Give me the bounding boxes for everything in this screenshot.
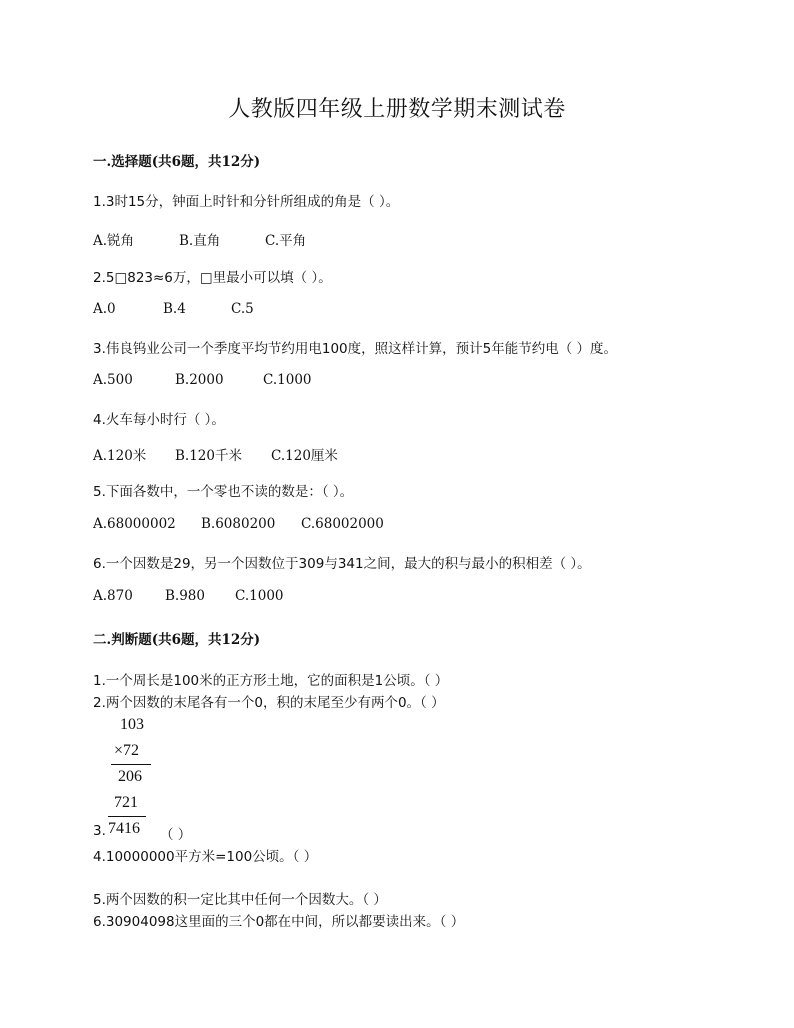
option-c: C.1000 — [235, 588, 284, 604]
option-a: A.870 — [93, 588, 133, 604]
option-a: A.120米 — [93, 448, 147, 464]
option-a: A.0 — [93, 301, 116, 317]
option-c: C.1000 — [263, 372, 312, 388]
choice-options-4 — [93, 444, 338, 464]
judge-question-3-paren: （ ） — [160, 827, 192, 843]
choice-options-6 — [93, 588, 284, 604]
judge-question-5: 5.两个因数的积一定比其中任何一个因数大。（ ） — [93, 892, 387, 908]
choice-question-5: 5.下面各数中，一个零也不读的数是：（ ）。 — [93, 484, 354, 500]
judge-question-6: 6.30904098这里面的三个0都在中间，所以都要读出来。（ ） — [93, 914, 465, 930]
rule-line — [108, 816, 146, 817]
choice-options-1 — [93, 229, 306, 249]
choice-question-4: 4.火车每小时行（ ）。 — [93, 412, 225, 428]
option-b: B.980 — [165, 588, 205, 604]
judge-question-3-number: 3. — [93, 823, 106, 839]
choice-question-3: 3.伟良钨业公司一个季度平均节约用电100度，照这样计算，预计5年能节约电（ ）度。 — [93, 341, 618, 357]
choice-options-5 — [93, 516, 384, 532]
option-b: B.2000 — [175, 372, 224, 388]
option-c: C.平角 — [265, 233, 307, 249]
judge-question-1: 1.一个周长是100米的正方形土地，它的面积是1公顷。（ ） — [93, 673, 449, 689]
judge-question-2: 2.两个因数的末尾各有一个0，积的末尾至少有两个0。（ ） — [93, 695, 445, 711]
option-b: B.4 — [163, 301, 186, 317]
rule-line — [111, 764, 151, 765]
partial-product-1: 206 — [118, 768, 142, 785]
option-a: A.锐角 — [93, 233, 135, 249]
option-b: B.6080200 — [201, 516, 276, 532]
product: 7416 — [108, 820, 140, 837]
option-c: C.5 — [231, 301, 254, 317]
choice-question-6: 6.一个因数是29，另一个因数位于309与341之间，最大的积与最小的积相差（ ）。 — [93, 556, 591, 572]
section-heading-judge: 二.判断题(共6题，共12分) — [93, 632, 261, 648]
choice-options-2 — [93, 301, 254, 317]
choice-question-2: 2.5□823≈6万，□里最小可以填（ ）。 — [93, 270, 332, 286]
option-b: B.直角 — [179, 233, 221, 249]
choice-question-1: 1.3时15分，钟面上时针和分针所组成的角是（ ）。 — [93, 194, 400, 210]
multiplier: ×72 — [114, 742, 140, 759]
option-a: A.68000002 — [93, 516, 176, 532]
judge-question-4: 4.10000000平方米=100公顷。（ ） — [93, 849, 318, 865]
option-b: B.120千米 — [175, 448, 242, 464]
page-title: 人教版四年级上册数学期末测试卷 — [228, 97, 566, 122]
option-c: C.120厘米 — [271, 448, 338, 464]
partial-product-2: 721 — [114, 794, 138, 811]
option-c: C.68002000 — [301, 516, 384, 532]
multiplicand: 103 — [120, 716, 144, 733]
choice-options-3 — [93, 372, 312, 388]
option-a: A.500 — [93, 372, 133, 388]
section-heading-choice: 一.选择题(共6题，共12分) — [93, 154, 261, 170]
